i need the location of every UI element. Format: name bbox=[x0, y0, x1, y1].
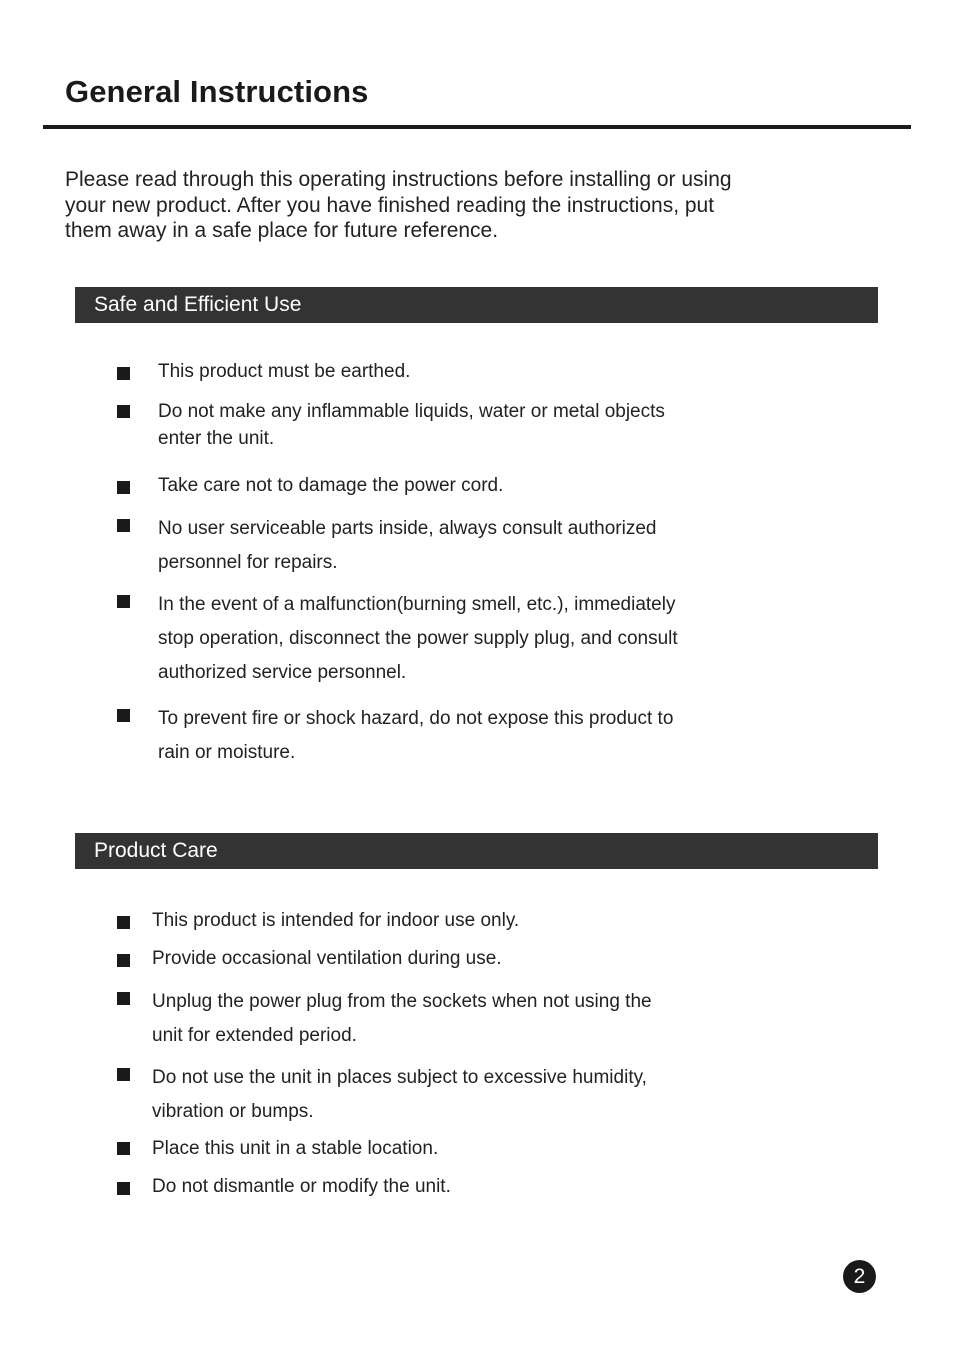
list-item-line: Place this unit in a stable location. bbox=[152, 1138, 439, 1159]
list-item-line: Take care not to damage the power cord. bbox=[158, 475, 504, 496]
bullet-square-icon bbox=[117, 367, 130, 380]
list-item-line: In the event of a malfunction(burning smell, etc.), immediately bbox=[158, 594, 676, 615]
list-item bbox=[152, 947, 502, 971]
list-item bbox=[152, 1137, 438, 1161]
bullet-square-icon bbox=[117, 709, 130, 722]
list-item-line: Provide occasional ventilation during use. bbox=[152, 948, 502, 969]
list-item bbox=[158, 360, 410, 384]
list-item-line: personnel for repairs. bbox=[158, 552, 338, 573]
list-item bbox=[152, 1061, 647, 1129]
list-item-line: vibration or bumps. bbox=[152, 1101, 314, 1122]
page-number-badge: 2 bbox=[843, 1260, 876, 1293]
list-item-line: unit for extended period. bbox=[152, 1025, 357, 1046]
intro-line: your new product. After you have finished reading the instructions, put bbox=[65, 193, 715, 217]
bullet-square-icon bbox=[117, 954, 130, 967]
bullet-square-icon bbox=[117, 1182, 130, 1195]
list-item bbox=[158, 512, 656, 580]
bullet-square-icon bbox=[117, 519, 130, 532]
list-item bbox=[158, 474, 503, 498]
title-rule bbox=[43, 125, 911, 129]
page-title: General Instructions bbox=[65, 74, 369, 109]
bullet-square-icon bbox=[117, 405, 130, 418]
bullet-square-icon bbox=[117, 1142, 130, 1155]
bullet-square-icon bbox=[117, 992, 130, 1005]
section-heading-safe-use: Safe and Efficient Use bbox=[75, 287, 878, 323]
list-item-line: This product is intended for indoor use only. bbox=[152, 910, 520, 931]
list-item-line: enter the unit. bbox=[158, 428, 275, 449]
list-item-line: authorized service personnel. bbox=[158, 662, 407, 683]
list-item bbox=[152, 909, 519, 933]
intro-paragraph bbox=[65, 167, 825, 244]
list-item-line: Do not dismantle or modify the unit. bbox=[152, 1176, 451, 1197]
bullet-square-icon bbox=[117, 481, 130, 494]
intro-line: them away in a safe place for future reference. bbox=[65, 219, 499, 242]
list-item bbox=[152, 985, 652, 1053]
bullet-square-icon bbox=[117, 916, 130, 929]
bullet-square-icon bbox=[117, 1068, 130, 1081]
list-item bbox=[158, 702, 673, 770]
list-item-line: No user serviceable parts inside, always consult authorized bbox=[158, 518, 657, 539]
list-item bbox=[158, 398, 665, 452]
bullet-square-icon bbox=[117, 595, 130, 608]
list-item-line: This product must be earthed. bbox=[158, 361, 411, 382]
list-item-line: Unplug the power plug from the sockets when not using the bbox=[152, 991, 652, 1012]
list-item-line: Do not make any inflammable liquids, water or metal objects bbox=[158, 401, 665, 422]
section-heading-product-care: Product Care bbox=[75, 833, 878, 869]
list-item-line: stop operation, disconnect the power supply plug, and consult bbox=[158, 628, 678, 649]
list-item-line: Do not use the unit in places subject to excessive humidity, bbox=[152, 1067, 647, 1088]
intro-line: Please read through this operating instructions before installing or using bbox=[65, 168, 732, 191]
list-item-line: rain or moisture. bbox=[158, 742, 296, 763]
list-item bbox=[152, 1175, 451, 1199]
list-item bbox=[158, 588, 678, 690]
list-item-line: To prevent fire or shock hazard, do not expose this product to bbox=[158, 708, 674, 729]
